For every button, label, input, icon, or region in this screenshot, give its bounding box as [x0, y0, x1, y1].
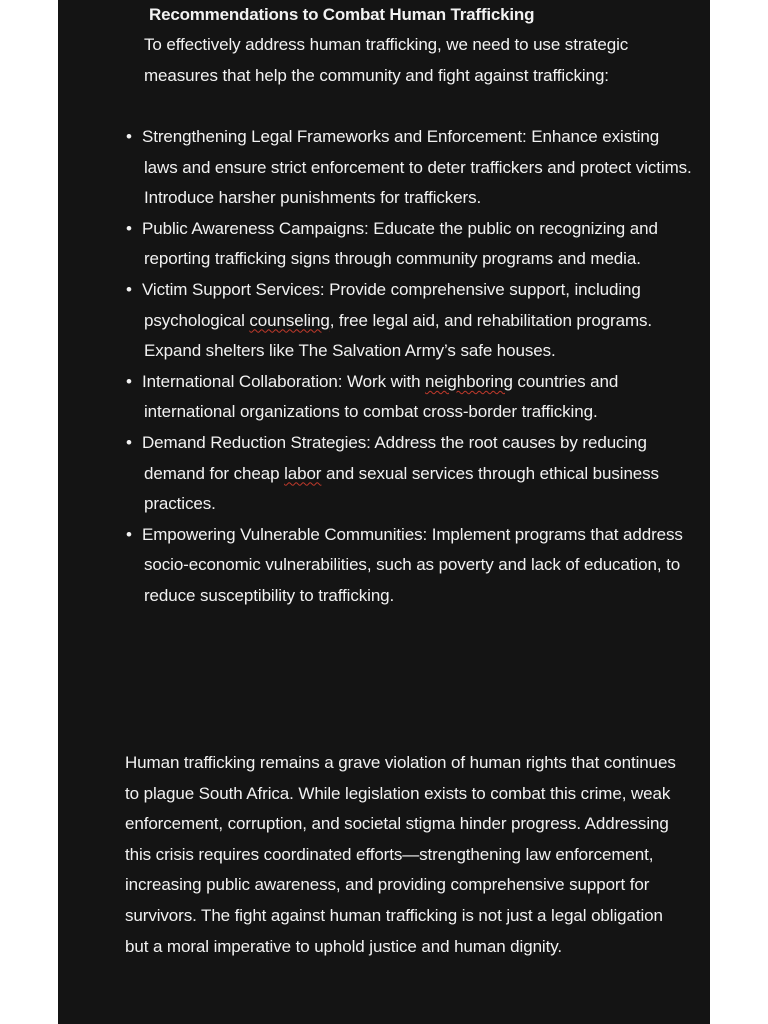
conclusion-paragraph: Human trafficking remains a grave violation of human rights that continues to plague South Africa. While legislation exists to combat this crime, weak enforcement, corruption, and societal stigma hinder progress. Addressing this crisis requires coordinated efforts—strengthening law enforcement, increasing public awareness, and providing comprehensive support for survivors. The fight against human trafficking is not just a legal obligation but a moral imperative to uphold justice and human dignity.: [125, 753, 676, 956]
recommendation-text-before: Victim Support Services: Provide comprehensive support, including psychological: [142, 279, 641, 330]
spellcheck-flagged-word[interactable]: labor: [284, 463, 322, 483]
spellcheck-flagged-word[interactable]: counseling: [249, 310, 330, 330]
bullet-icon: •: [126, 524, 132, 544]
bullet-icon: •: [126, 127, 132, 146]
recommendation-text-after: and sexual services through ethical business practices.: [144, 463, 659, 514]
bullet-icon: •: [126, 218, 132, 238]
recommendation-text: [144, 520, 696, 612]
recommendation-text-after: countries and international organizations to combat cross-border trafficking.: [144, 371, 619, 422]
recommendation-text-before: Demand Reduction Strategies: Address the root causes by reducing demand for cheap: [142, 432, 647, 483]
recommendation-text: [144, 214, 696, 275]
recommendation-text: [144, 367, 696, 428]
list-item: [126, 520, 696, 612]
spellcheck-flagged-word[interactable]: neighboring: [425, 371, 513, 391]
intro-paragraph: To effectively address human trafficking, we need to use strategic measures that help the community and fight against trafficking:: [144, 35, 629, 85]
section-heading: Recommendations to Combat Human Trafficking: [149, 5, 535, 24]
bullet-icon: •: [126, 279, 132, 299]
list-item: [126, 214, 696, 275]
document-page: [58, 0, 710, 1024]
list-item: [126, 367, 696, 428]
recommendations-list: [126, 122, 696, 612]
recommendation-text-content: Public Awareness Campaigns: Educate the public on recognizing and reporting trafficking signs through community programs and media.: [142, 218, 658, 269]
recommendation-text-after: , free legal aid, and rehabilitation programs. Expand shelters like The Salvation Army’s safe houses.: [144, 310, 653, 361]
list-item: [126, 275, 696, 367]
recommendation-text-before: International Collaboration: Work with: [142, 371, 426, 391]
bullet-icon: •: [126, 371, 132, 391]
recommendation-text-content: Empowering Vulnerable Communities: Implement programs that address socio-economic vulnerabilities, such as poverty and lack of education, to reduce susceptibility to trafficking.: [142, 524, 683, 605]
recommendation-text: [144, 428, 696, 520]
bullet-icon: •: [126, 432, 132, 452]
recommendation-text-content: Strengthening Legal Frameworks and Enforcement: Enhance existing laws and ensure strict enforcement to deter traffickers and protect victims. Introduce harsher punishments for traffickers.: [142, 127, 692, 208]
list-item: [126, 122, 696, 214]
recommendation-text: [144, 122, 696, 214]
recommendation-text: [144, 275, 696, 367]
list-item: [126, 428, 696, 520]
